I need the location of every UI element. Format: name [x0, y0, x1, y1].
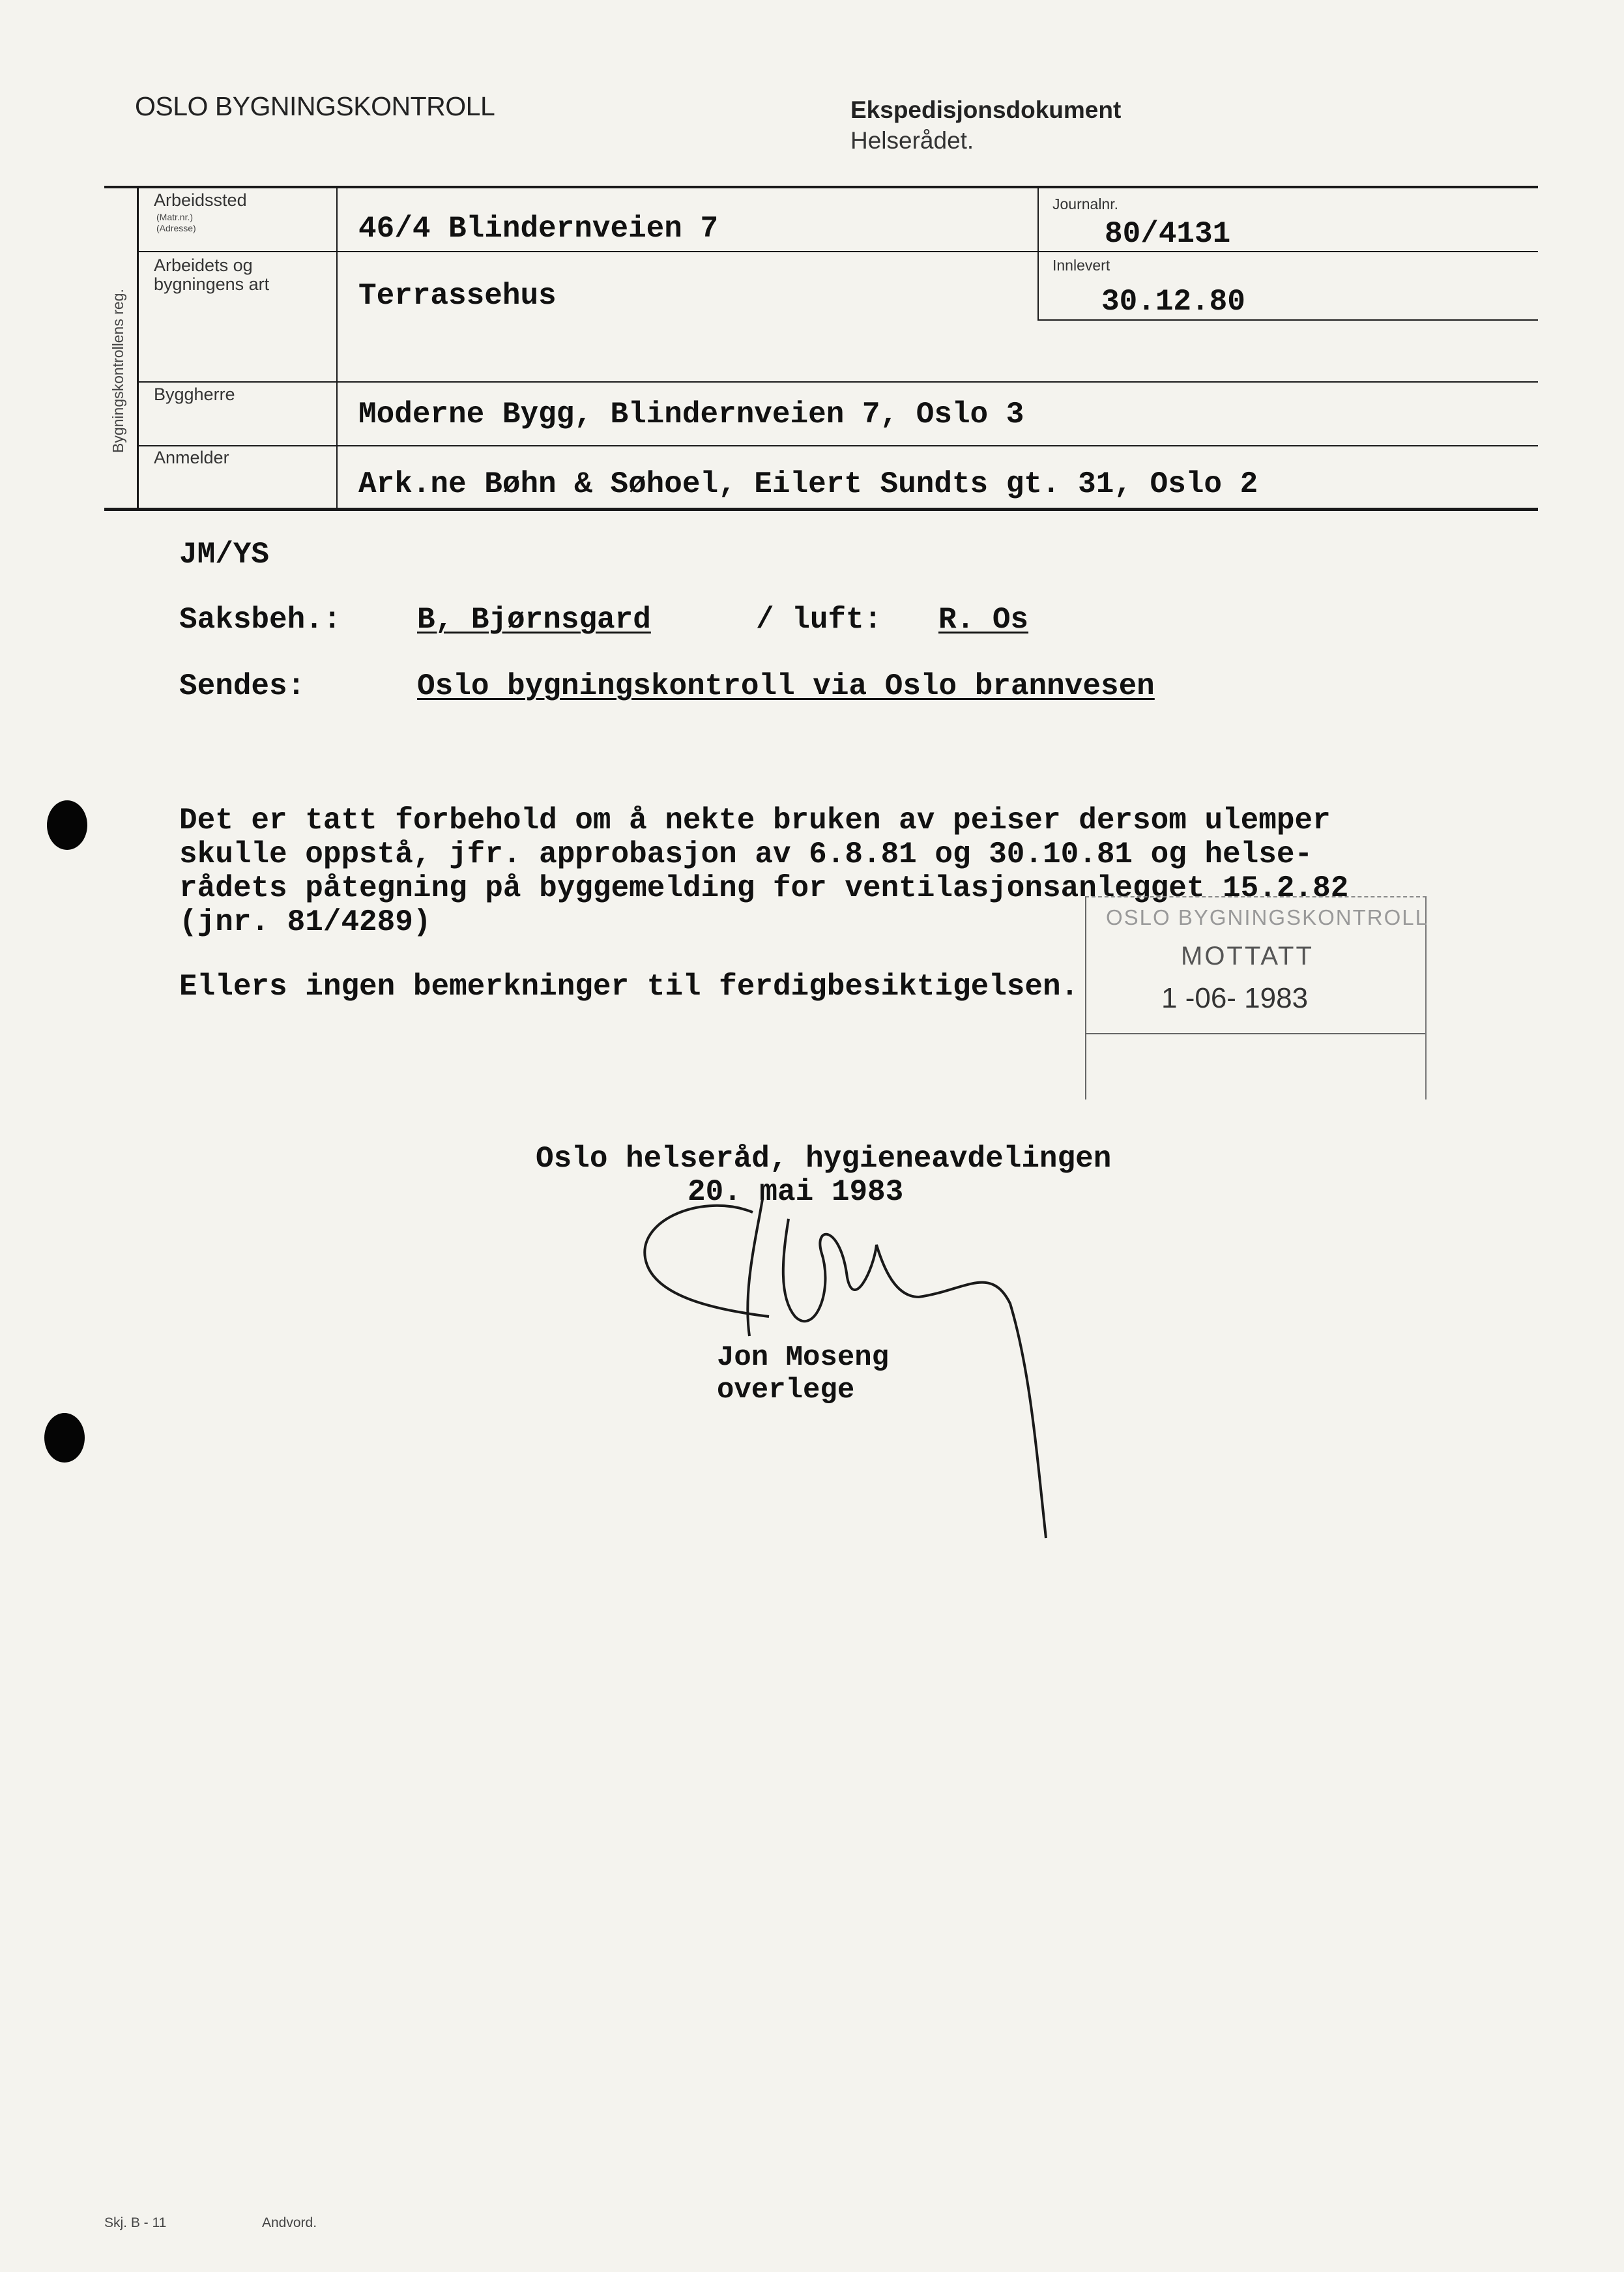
arbeidssted-sub-label-2: (Adresse) — [156, 223, 196, 233]
stamp-organization: OSLO BYGNINGSKONTROLL — [1106, 905, 1428, 929]
luft-value: R. Os — [938, 603, 1029, 637]
paragraph-line: skulle oppstå, jfr. approbasjon av 6.8.81 og 30.10.81 og helse- — [179, 837, 1313, 871]
saksbeh-value: B, Bjørnsgard — [417, 603, 651, 637]
paragraph-line: Det er tatt forbehold om å nekte bruken av peiser dersom ulemper — [179, 804, 1331, 837]
handwritten-signature — [626, 1199, 1095, 1564]
journalnr-label: Journalnr. — [1052, 196, 1119, 212]
reference-initials: JM/YS — [179, 538, 270, 572]
closing-line: Ellers ingen bemerkninger til ferdigbesiktigelsen. — [179, 970, 1079, 1004]
stamp-date: 1 -06- 1983 — [1161, 982, 1309, 1014]
stamp-label: MOTTATT — [1181, 942, 1314, 970]
printer-name: Andvord. — [262, 2215, 317, 2230]
signatory-name: Jon Moseng — [717, 1341, 890, 1374]
byggherre-label: Byggherre — [154, 385, 235, 404]
signature-org: Oslo helseråd, hygieneavdelingen — [536, 1142, 1112, 1176]
paragraph-line: (jnr. 81/4289) — [179, 905, 431, 939]
arbeidssted-sub-label-1: (Matr.nr.) — [156, 212, 194, 222]
paragraph-line: rådets påtegning på byggemelding for ventilasjonsanlegget 15.2.82 — [179, 871, 1349, 905]
journalnr-value: 80/4131 — [1105, 217, 1231, 251]
saksbeh-label: Saksbeh.: — [179, 603, 341, 637]
byggherre-value: Moderne Bygg, Blindernveien 7, Oslo 3 — [358, 398, 1024, 431]
signatory-title: overlege — [717, 1374, 855, 1406]
issuer-name: Helserådet. — [850, 127, 974, 154]
received-stamp — [1085, 896, 1427, 1100]
sendes-label: Sendes: — [179, 669, 306, 703]
arbeidssted-label: Arbeidssted — [154, 190, 247, 210]
anmelder-value: Ark.ne Bøhn & Søhoel, Eilert Sundts gt. 31, Oslo 2 — [358, 467, 1258, 501]
document-type: Ekspedisjonsdokument — [850, 96, 1122, 123]
art-label: Arbeidets og bygningens art — [154, 255, 270, 294]
innlevert-value: 30.12.80 — [1101, 285, 1245, 319]
innlevert-label: Innlevert — [1052, 257, 1110, 274]
punch-hole — [44, 1413, 85, 1463]
arbeidssted-value: 46/4 Blindernveien 7 — [358, 212, 719, 246]
form-code: Skj. B - 11 — [104, 2215, 167, 2230]
anmelder-label: Anmelder — [154, 448, 229, 467]
luft-label: / luft: — [756, 603, 882, 637]
punch-hole — [47, 800, 87, 850]
registry-vertical-label: Bygningskontrollens reg. — [109, 289, 126, 453]
art-value: Terrassehus — [358, 279, 557, 313]
sendes-value: Oslo bygningskontroll via Oslo brannvesen — [417, 669, 1155, 703]
organization-name: OSLO BYGNINGSKONTROLL — [135, 91, 495, 121]
signature-date: 20. mai 1983 — [688, 1175, 904, 1209]
registration-form — [104, 186, 1538, 512]
